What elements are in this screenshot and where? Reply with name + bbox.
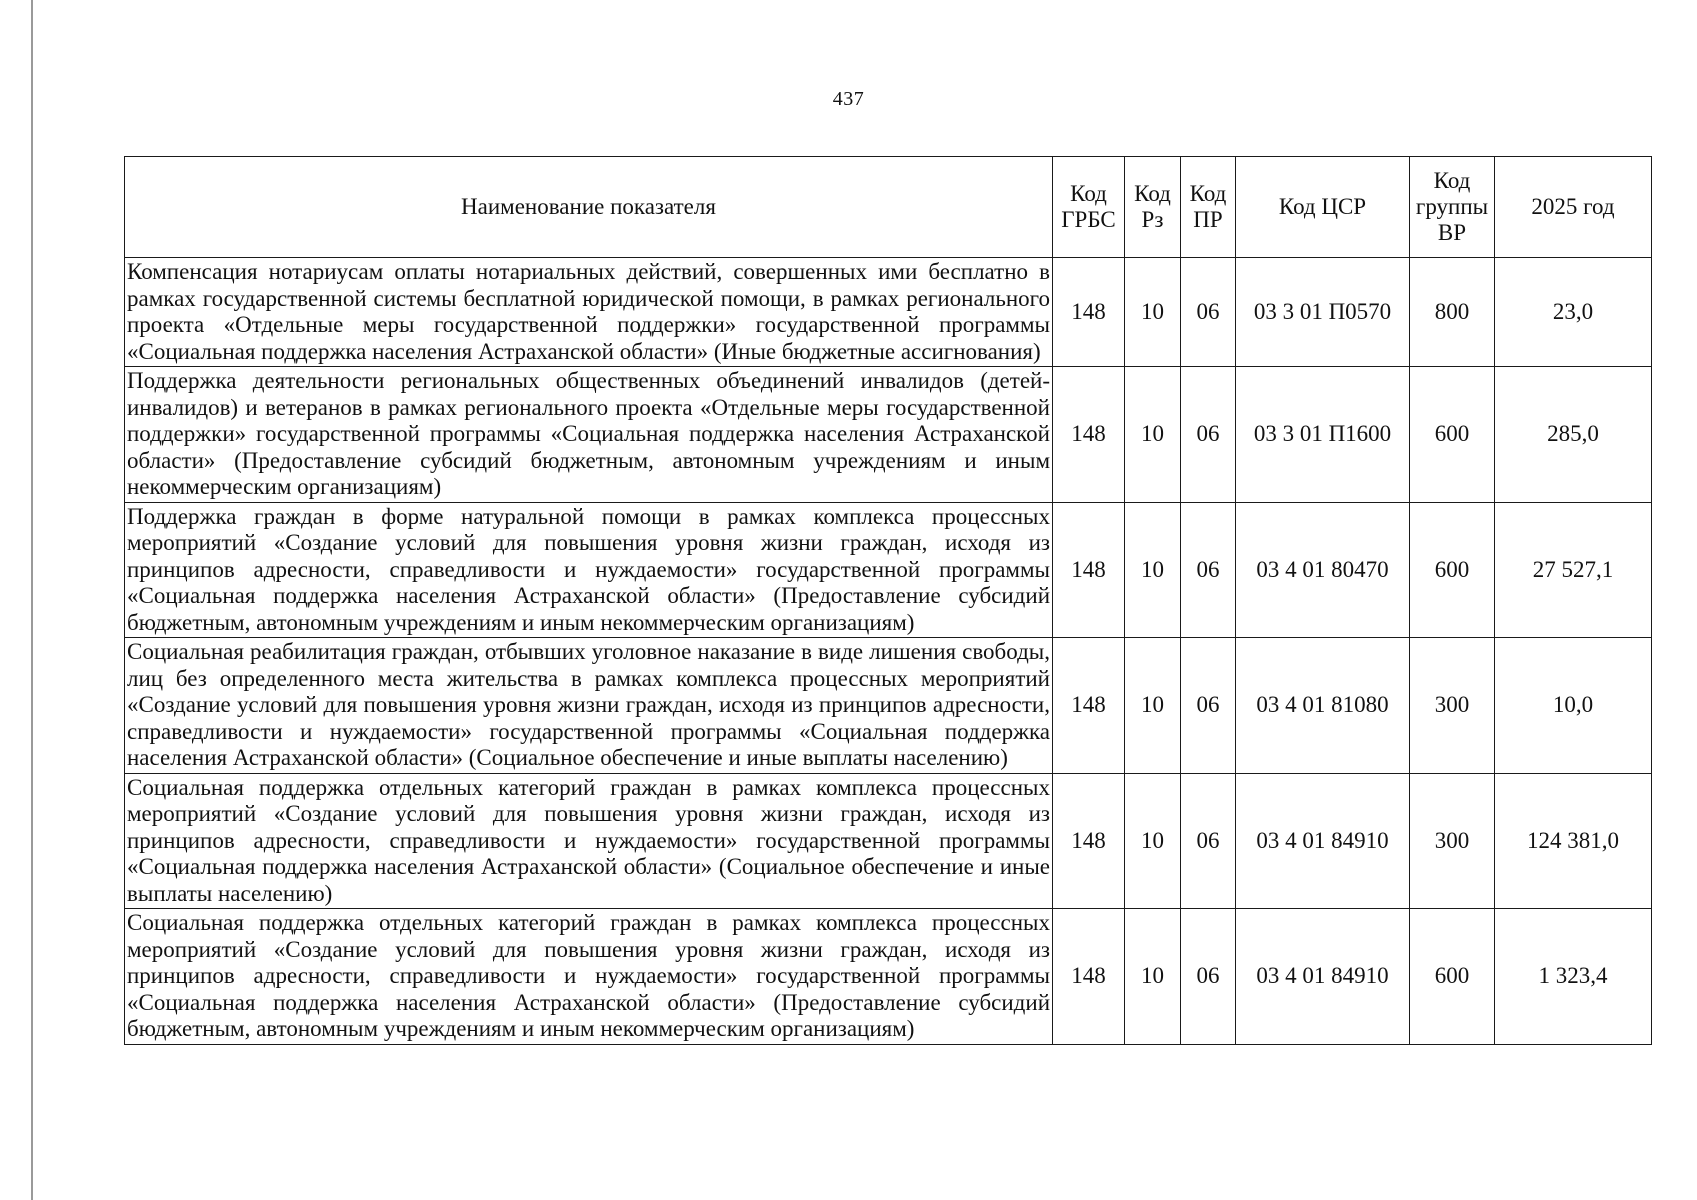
cell-name: Компенсация нотариусам оплаты нотариальных действий, совершенных ими бесплатно в рамках государственной системы бесплатной юридической помощи, в рамках регионального проекта «Отдельные меры государственной поддержки» государственной программы «Социальная поддержка населения Астраханской области» (Иные бюджетные ассигнования)	[125, 258, 1053, 367]
cell-pr: 06	[1181, 638, 1236, 774]
table-row	[125, 909, 1652, 1045]
cell-csr: 03 4 01 84910	[1236, 909, 1410, 1045]
cell-csr: 03 4 01 80470	[1236, 502, 1410, 638]
cell-grbs: 148	[1053, 258, 1125, 367]
header-csr: Код ЦСР	[1236, 157, 1410, 258]
cell-vr: 600	[1410, 909, 1495, 1045]
table-row	[125, 258, 1652, 367]
table-row	[125, 367, 1652, 503]
cell-grbs: 148	[1053, 638, 1125, 774]
cell-pr: 06	[1181, 367, 1236, 503]
cell-name: Поддержка деятельности региональных общественных объединений инвалидов (детей-инвалидов) и ветеранов в рамках регионального проекта «Отдельные меры государственной поддержки» государственной программы «Социальная поддержка населения Астраханской области» (Предоставление субсидий бюджетным, автономным учреждениям и иным некоммерческим организациям)	[125, 367, 1053, 503]
cell-csr: 03 4 01 84910	[1236, 773, 1410, 909]
cell-csr: 03 4 01 81080	[1236, 638, 1410, 774]
header-year: 2025 год	[1495, 157, 1652, 258]
header-grbs: Код ГРБС	[1053, 157, 1125, 258]
table-row	[125, 638, 1652, 774]
cell-grbs: 148	[1053, 367, 1125, 503]
cell-name: Социальная реабилитация граждан, отбывших уголовное наказание в виде лишения свободы, лиц без определенного места жительства в рамках комплекса процессных мероприятий «Создание условий для повышения уровня жизни граждан, исходя из принципов адресности, справедливости и нуждаемости» государственной программы «Социальная поддержка населения Астраханской области» (Социальное обеспечение и иные выплаты населению)	[125, 638, 1053, 774]
table-row	[125, 502, 1652, 638]
cell-rz: 10	[1125, 502, 1181, 638]
cell-grbs: 148	[1053, 909, 1125, 1045]
cell-pr: 06	[1181, 909, 1236, 1045]
cell-pr: 06	[1181, 502, 1236, 638]
cell-amount: 1 323,4	[1495, 909, 1652, 1045]
budget-table	[124, 156, 1652, 1045]
cell-amount: 285,0	[1495, 367, 1652, 503]
header-rz: Код Рз	[1125, 157, 1181, 258]
cell-amount: 27 527,1	[1495, 502, 1652, 638]
cell-vr: 600	[1410, 367, 1495, 503]
cell-rz: 10	[1125, 909, 1181, 1045]
cell-csr: 03 3 01 П1600	[1236, 367, 1410, 503]
header-row	[125, 157, 1652, 258]
cell-rz: 10	[1125, 638, 1181, 774]
cell-csr: 03 3 01 П0570	[1236, 258, 1410, 367]
header-vr: Код группы ВР	[1410, 157, 1495, 258]
cell-name: Поддержка граждан в форме натуральной помощи в рамках комплекса процессных мероприятий «Создание условий для повышения уровня жизни граждан, исходя из принципов адресности, справедливости и нуждаемости» государственной программы «Социальная поддержка населения Астраханской области» (Предоставление субсидий бюджетным, автономным учреждениям и иным некоммерческим организациям)	[125, 502, 1053, 638]
cell-name: Социальная поддержка отдельных категорий граждан в рамках комплекса процессных мероприятий «Создание условий для повышения уровня жизни граждан, исходя из принципов адресности, справедливости и нуждаемости» государственной программы «Социальная поддержка населения Астраханской области» (Социальное обеспечение и иные выплаты населению)	[125, 773, 1053, 909]
table-body	[125, 258, 1652, 1045]
cell-grbs: 148	[1053, 502, 1125, 638]
table-header	[125, 157, 1652, 258]
cell-pr: 06	[1181, 258, 1236, 367]
scan-margin-line	[31, 0, 33, 1200]
cell-rz: 10	[1125, 258, 1181, 367]
cell-vr: 800	[1410, 258, 1495, 367]
cell-vr: 600	[1410, 502, 1495, 638]
cell-rz: 10	[1125, 773, 1181, 909]
cell-vr: 300	[1410, 773, 1495, 909]
cell-name: Социальная поддержка отдельных категорий граждан в рамках комплекса процессных мероприятий «Создание условий для повышения уровня жизни граждан, исходя из принципов адресности, справедливости и нуждаемости» государственной программы «Социальная поддержка населения Астраханской области» (Предоставление субсидий бюджетным, автономным учреждениям и иным некоммерческим организациям)	[125, 909, 1053, 1045]
header-name: Наименование показателя	[125, 157, 1053, 258]
cell-grbs: 148	[1053, 773, 1125, 909]
cell-amount: 124 381,0	[1495, 773, 1652, 909]
cell-vr: 300	[1410, 638, 1495, 774]
table-row	[125, 773, 1652, 909]
cell-amount: 10,0	[1495, 638, 1652, 774]
cell-pr: 06	[1181, 773, 1236, 909]
page-number: 437	[832, 88, 865, 110]
cell-amount: 23,0	[1495, 258, 1652, 367]
cell-rz: 10	[1125, 367, 1181, 503]
header-pr: Код ПР	[1181, 157, 1236, 258]
